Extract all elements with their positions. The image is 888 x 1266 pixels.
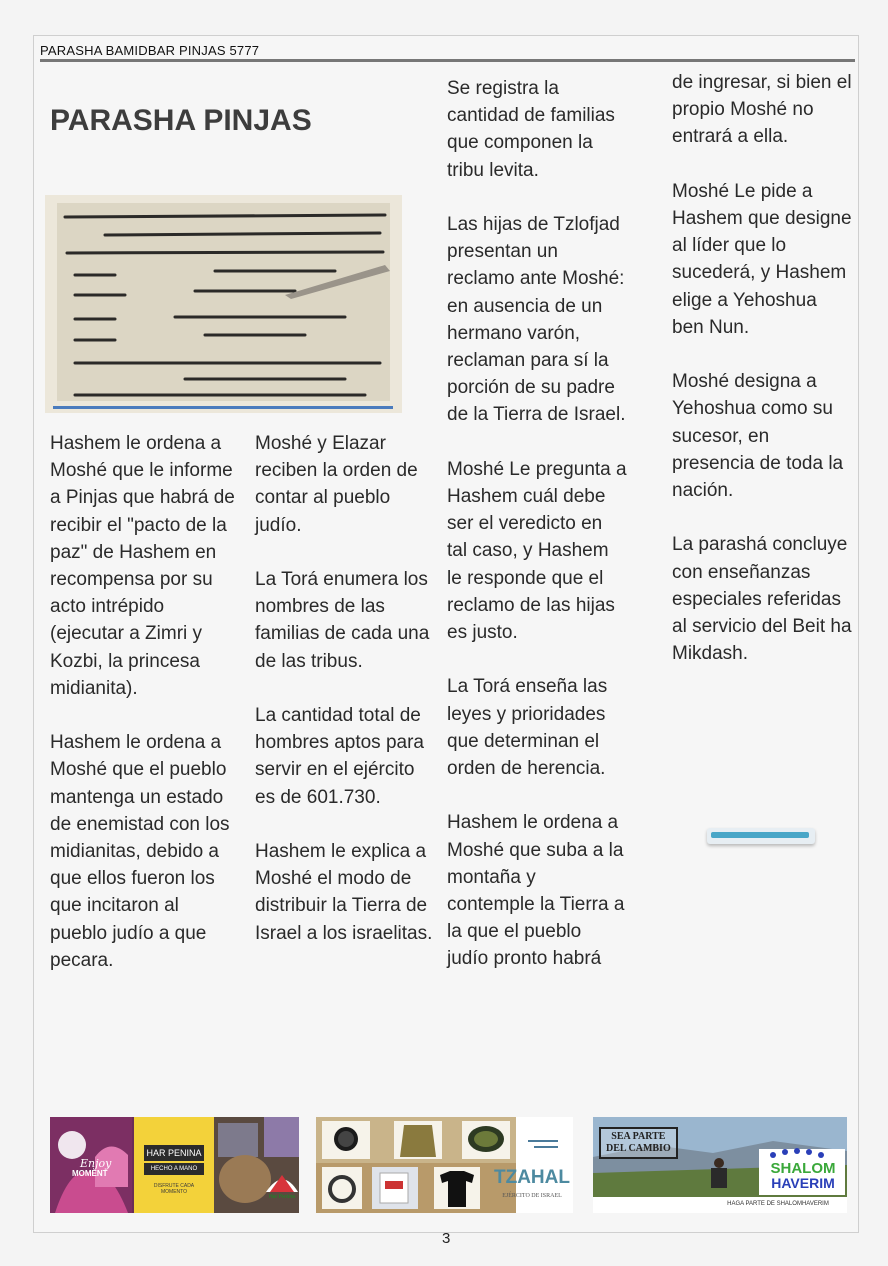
text-column-1 <box>50 430 240 1001</box>
paragraph: La cantidad total de hombres aptos para servir en el ejército es de 601.730. <box>255 705 424 808</box>
shalom-callout-line2: DEL CAMBIO <box>606 1143 671 1154</box>
paragraph: Hashem le explica a Moshé el modo de distribuir la Tierra de Israel a los israelitas. <box>255 841 433 944</box>
har-penina-tagline: HECHO A MANO <box>144 1163 204 1175</box>
running-header: PARASHA BAMIDBAR PINJAS 5777 <box>40 43 260 58</box>
har-penina-badge: Har Penina <box>268 1194 296 1200</box>
tzahal-ad[interactable] <box>316 1117 573 1213</box>
shalom-haverim-ad[interactable] <box>593 1117 847 1213</box>
tshirt-icon <box>434 1167 480 1209</box>
torah-scroll-image <box>45 195 402 413</box>
har-penina-script: Enjoy <box>80 1157 112 1170</box>
text-column-2 <box>255 430 435 974</box>
paragraph: de ingresar, si bien el propio Moshé no entrará a ella. <box>672 72 852 148</box>
pendant-icon <box>322 1167 362 1209</box>
paragraph: Se registra la cantidad de familias que componen la tribu levita. <box>447 78 615 181</box>
tzahal-subtitle: EJÉRCITO DE ISRAEL <box>502 1193 562 1199</box>
decorative-accent-bar <box>707 828 815 844</box>
paragraph: Moshé y Elazar reciben la orden de contar al pueblo judío. <box>255 433 418 536</box>
har-penina-brand: HAR PENINA <box>144 1145 204 1161</box>
paragraph: Moshé designa a Yehoshua como su sucesor, en presencia de toda la nación. <box>672 371 844 502</box>
text-column-3 <box>447 75 627 1000</box>
shalom-logo-line2: HAVERIM <box>771 1175 835 1191</box>
shalom-callout-line1: SEA PARTE <box>611 1131 666 1142</box>
paragraph: La parashá concluye con enseñanzas especiales referidas al servicio del Beit ha Mikdash. <box>672 534 852 665</box>
paragraph: Moshé Le pregunta a Hashem cuál debe ser el veredicto en tal caso, y Hashem le responde que el reclamo de las hijas es justo. <box>447 458 627 644</box>
paragraph: Moshé Le pide a Hashem que designe al líder que lo sucederá, y Hashem elige a Yehoshua ben Nun. <box>672 180 852 338</box>
paragraph: Hashem le ordena a Moshé que le informe a Pinjas que habrá de recibir el "pacto de la paz" de Hashem en recompensa por su acto intrépido (ejecutar a Zimri y Kozbi, la princesa midianita). <box>50 433 235 699</box>
patch-icon <box>462 1121 510 1159</box>
watch-icon <box>322 1121 370 1159</box>
shalom-callout <box>599 1127 678 1159</box>
har-penina-subtagline: DISFRUTE CADA MOMENTO <box>153 1183 195 1195</box>
paragraph: La Torá enumera los nombres de las familias de cada una de las tribus. <box>255 569 430 672</box>
mug-icon <box>372 1167 418 1209</box>
har-penina-ad[interactable] <box>50 1117 299 1213</box>
har-penina-moment: MOMENT <box>72 1169 108 1178</box>
paragraph: Hashem le ordena a Moshé que el pueblo mantenga un estado de enemistad con los midianitas, debido a que ellos fueron los que incitaron al pueblo judío a que pecara. <box>50 732 230 971</box>
shalom-logo-line1: SHALOM <box>770 1160 836 1177</box>
paragraph: Hashem le ordena a Moshé que suba a la montaña y contemple la Tierra a la que el pueblo judío pronto habrá <box>447 812 625 970</box>
vest-icon <box>394 1121 442 1159</box>
tzahal-brand: TZAHAL <box>494 1167 570 1188</box>
shalom-footer: HAGA PARTE DE SHALOMHAVERIM <box>727 1201 829 1207</box>
paragraph: La Torá enseña las leyes y prioridades que determinan el orden de herencia. <box>447 676 608 780</box>
page-title: PARASHA PINJAS <box>50 104 312 137</box>
paragraph: Las hijas de Tzlofjad presentan un reclamo ante Moshé: en ausencia de un hermano varón, reclaman para sí la porción de su padre de la Tierra de Israel. <box>447 214 626 426</box>
header-rule <box>40 59 855 62</box>
text-column-4 <box>672 69 852 695</box>
page-number: 3 <box>442 1230 451 1247</box>
